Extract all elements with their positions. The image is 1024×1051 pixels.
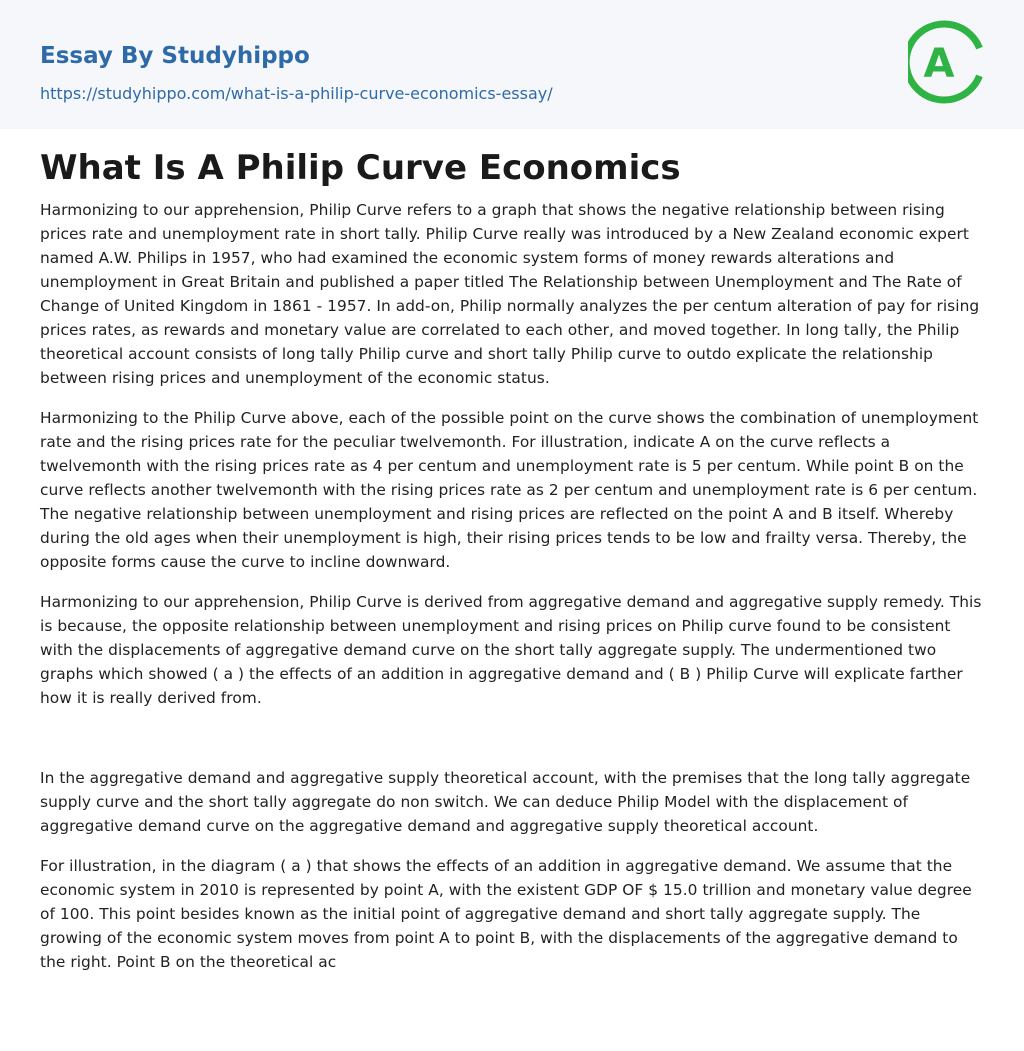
- spacer: [40, 726, 984, 766]
- logo-letter: A: [923, 41, 955, 87]
- site-header: [0, 0, 1024, 129]
- paragraph: Harmonizing to the Philip Curve above, each of the possible point on the curve shows the combination of unemployment rate and the rising prices rate for the peculiar twelvemonth. For illustration, indicate A on the curve reflects a twelvemonth with the rising prices rate as 4 per centum and unemployment rate is 5 per centum. While point B on the curve reflects another twelvemonth with the rising prices rate as 2 per centum and unemployment rate is 6 per centum. The negative relationship between unemployment and rising prices are reflected on the point A and B itself. Whereby during the old ages when their unemployment is high, their rising prices tends to be low and frailty versa. Thereby, the opposite forms cause the curve to incline downward.: [40, 409, 979, 571]
- brand-title: Essay By Studyhippo: [40, 43, 310, 69]
- paragraph: In the aggregative demand and aggregative supply theoretical account, with the premises that the long tally aggregate supply curve and the short tally aggregate do non switch. We can deduce Philip Model with the displacement of aggregative demand curve on the aggregative demand and aggregative supply theoretical account.: [40, 769, 971, 835]
- paragraph: Harmonizing to our apprehension, Philip Curve is derived from aggregative demand and aggregative supply remedy. This is because, the opposite relationship between unemployment and rising prices on Philip curve found to be consistent with the displacements of aggregative demand curve on the short tally aggregate supply. The undermentioned two graphs which showed ( a ) the effects of an addition in aggregative demand and ( B ) Philip Curve will explicate farther how it is really derived from.: [40, 593, 982, 707]
- studyhippo-logo-icon[interactable]: [908, 18, 988, 106]
- essay-url-link[interactable]: https://studyhippo.com/what-is-a-philip-curve-economics-essay/: [40, 84, 553, 103]
- article-body: [0, 147, 1024, 974]
- page-title: What Is A Philip Curve Economics: [40, 148, 681, 188]
- paragraph: Harmonizing to our apprehension, Philip Curve refers to a graph that shows the negative relationship between rising prices rate and unemployment rate in short tally. Philip Curve really was introduced by a New Zealand economic expert named A.W. Philips in 1957, who had examined the economic system forms of money rewards alterations and unemployment in Great Britain and published a paper titled The Relationship between Unemployment and The Rate of Change of United Kingdom in 1861 - 1957. In add-on, Philip normally analyzes the per centum alteration of pay for rising prices rates, as rewards and monetary value are correlated to each other, and moved together. In long tally, the Philip theoretical account consists of long tally Philip curve and short tally Philip curve to outdo explicate the relationship between rising prices and unemployment of the economic status.: [40, 201, 980, 387]
- paragraph: For illustration, in the diagram ( a ) that shows the effects of an addition in aggregative demand. We assume that the economic system in 2010 is represented by point A, with the existent GDP OF $ 15.0 trillion and monetary value degree of 100. This point besides known as the initial point of aggregative demand and short tally aggregate supply. The growing of the economic system moves from point A to point B, with the displacements of the aggregative demand to the right. Point B on the theoretical ac: [40, 857, 972, 971]
